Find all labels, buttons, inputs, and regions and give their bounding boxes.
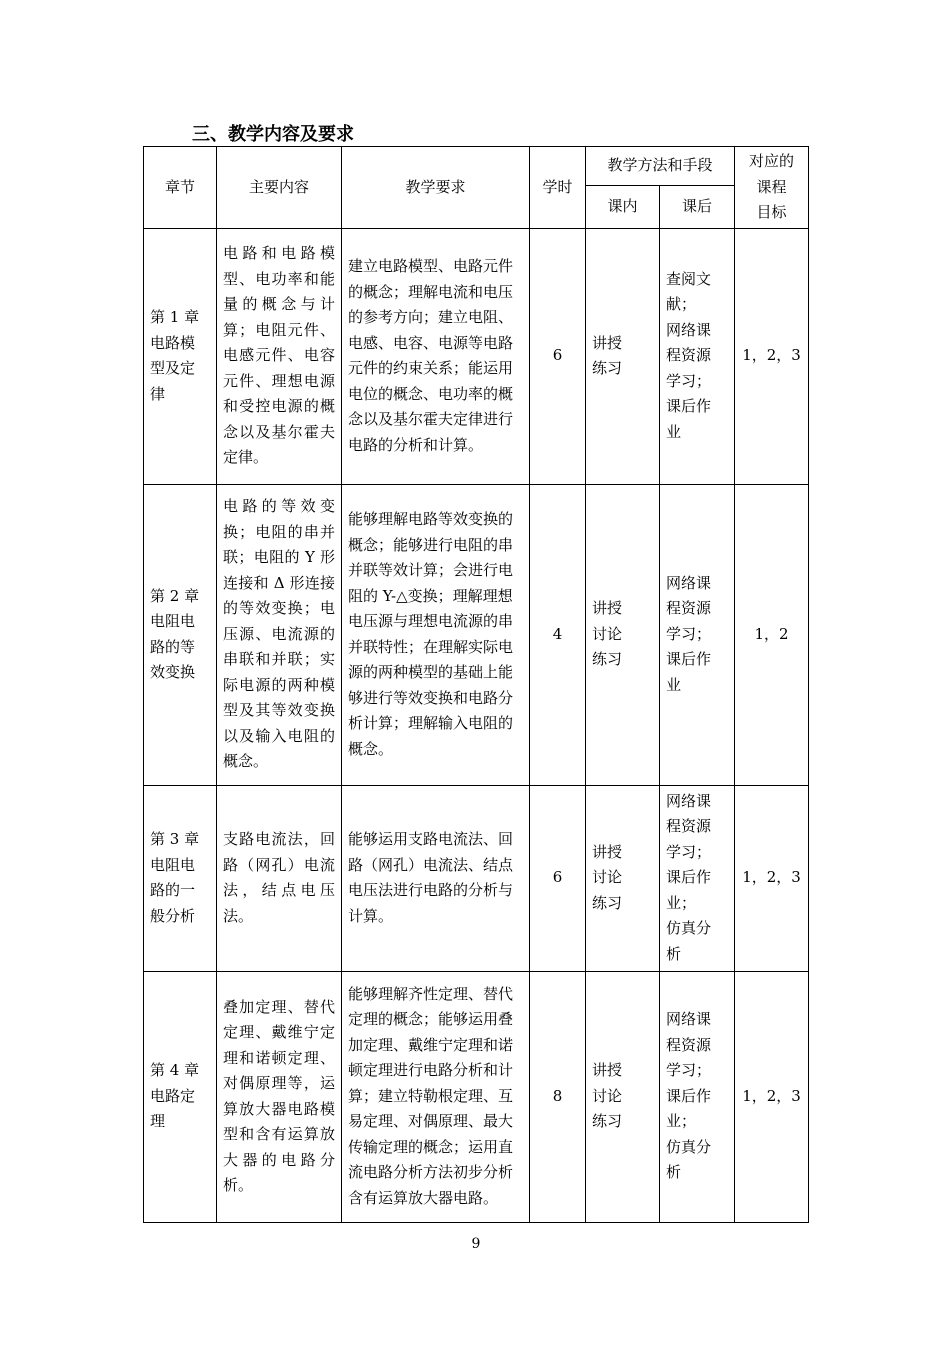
requirements-cell: 能够理解电路等效变换的概念；能够进行电阻的串并联等效计算；会进行电阻的 Y-△变换；理解理想电压源与理想电流源的串并联特性；在理解实际电源的两种模型的基础上能够进行等效变换和电路分析计算；理解输入电阻的概念。	[342, 484, 530, 785]
objectives-cell: 1，2，3	[735, 228, 809, 484]
content-cell: 叠加定理、替代定理、戴维宁定理和诺顿定理、对偶原理等，运算放大器电路模型和含有运算放大器的电路分析。	[217, 971, 342, 1222]
requirements-cell: 能够理解齐性定理、替代定理的概念；能够运用叠加定理、戴维宁定理和诺顿定理进行电路分析和计算；建立特勒根定理、互易定理、对偶原理、最大传输定理的概念；运用直流电路分析方法初步分析含有运算放大器电路。	[342, 971, 530, 1222]
header-chapter: 章节	[144, 147, 217, 229]
teaching-content-table	[143, 146, 809, 1223]
table-row	[144, 971, 809, 1222]
header-in-class: 课内	[586, 186, 660, 228]
table-row	[144, 484, 809, 785]
in-class-cell: 讲授 讨论 练习	[586, 484, 660, 785]
chapter-cell: 第 1 章 电路模 型及定 律	[144, 228, 217, 484]
after-class-cell: 查阅文 献； 网络课 程资源 学习； 课后作 业	[660, 228, 735, 484]
section-title: 三、教学内容及要求	[192, 124, 354, 145]
content-cell: 支路电流法，回路（网孔）电流法，结点电压法。	[217, 785, 342, 971]
header-objectives: 对应的 课程 目标	[735, 147, 809, 229]
chapter-cell: 第 3 章 电阻电 路的一 般分析	[144, 785, 217, 971]
objectives-cell: 1，2	[735, 484, 809, 785]
hours-cell: 4	[530, 484, 586, 785]
hours-cell: 6	[530, 228, 586, 484]
in-class-cell: 讲授 讨论 练习	[586, 785, 660, 971]
chapter-cell: 第 2 章 电阻电 路的等 效变换	[144, 484, 217, 785]
in-class-cell: 讲授 讨论 练习	[586, 971, 660, 1222]
objectives-cell: 1，2，3	[735, 971, 809, 1222]
objectives-cell: 1，2，3	[735, 785, 809, 971]
page-number: 9	[471, 1236, 481, 1252]
requirements-cell: 能够运用支路电流法、回路（网孔）电流法、结点电压法进行电路的分析与计算。	[342, 785, 530, 971]
after-class-cell: 网络课 程资源 学习； 课后作 业； 仿真分 析	[660, 971, 735, 1222]
header-hours: 学时	[530, 147, 586, 229]
in-class-cell: 讲授 练习	[586, 228, 660, 484]
header-content: 主要内容	[217, 147, 342, 229]
header-after-class: 课后	[660, 186, 735, 228]
content-cell: 电路的等效变换；电阻的串并联；电阻的 Y 形连接和 Δ 形连接的等效变换；电压源、电流源的串联和并联；实际电源的两种模型及其等效变换以及输入电阻的概念。	[217, 484, 342, 785]
after-class-cell: 网络课 程资源 学习； 课后作 业	[660, 484, 735, 785]
table-row	[144, 785, 809, 971]
content-cell: 电路和电路模型、电功率和能量的概念与计算；电阻元件、电感元件、电容元件、理想电源和受控电源的概念以及基尔霍夫定律。	[217, 228, 342, 484]
requirements-cell: 建立电路模型、电路元件的概念；理解电流和电压的参考方向；建立电阻、电感、电容、电源等电路元件的约束关系；能运用电位的概念、电功率的概念以及基尔霍夫定律进行电路的分析和计算。	[342, 228, 530, 484]
header-methods: 教学方法和手段	[586, 147, 735, 186]
hours-cell: 6	[530, 785, 586, 971]
header-requirements: 教学要求	[342, 147, 530, 229]
hours-cell: 8	[530, 971, 586, 1222]
chapter-cell: 第 4 章 电路定 理	[144, 971, 217, 1222]
table-row	[144, 228, 809, 484]
after-class-cell: 网络课 程资源 学习； 课后作 业； 仿真分 析	[660, 785, 735, 971]
